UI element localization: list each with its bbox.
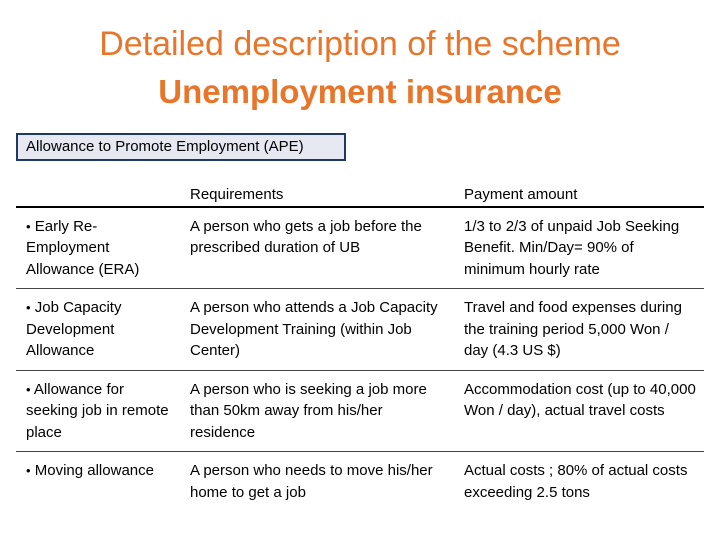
payment-cell: Actual costs ; 80% of actual costs exceeding 2.5 tons bbox=[464, 462, 688, 501]
slide-title: Detailed description of the scheme bbox=[99, 25, 621, 63]
table-row bbox=[16, 207, 704, 289]
payment-cell: Travel and food expenses during the training period 5,000 Won / day (4.3 US $) bbox=[464, 299, 682, 359]
table-row bbox=[16, 289, 704, 371]
header-requirements: Requirements bbox=[190, 186, 284, 203]
table-row bbox=[16, 370, 704, 452]
allowance-name-cell bbox=[16, 370, 182, 452]
allowance-name: Early Re-Employment Allowance (ERA) bbox=[26, 217, 140, 278]
allowance-table bbox=[16, 176, 704, 511]
payment-cell: Accommodation cost (up to 40,000 Won / day), actual travel costs bbox=[464, 380, 696, 419]
bullet-icon: • bbox=[26, 463, 31, 478]
table-row bbox=[16, 452, 704, 512]
header-payment-amount: Payment amount bbox=[464, 186, 578, 203]
bullet-icon: • bbox=[26, 381, 31, 397]
allowance-name: Job Capacity Development Allowance bbox=[26, 299, 122, 359]
bullet-icon: • bbox=[26, 218, 31, 234]
payment-cell: 1/3 to 2/3 of unpaid Job Seeking Benefit. Min/Day= 90% of minimum hourly rate bbox=[464, 217, 680, 278]
requirement-cell: A person who gets a job before the prescribed duration of UB bbox=[190, 217, 422, 256]
slide-subtitle: Unemployment insurance bbox=[158, 73, 562, 110]
table-header-row bbox=[16, 176, 704, 207]
section-label-box: Allowance to Promote Employment (APE) bbox=[16, 133, 346, 161]
requirement-cell: A person who is seeking a job more than 50km away from his/her residence bbox=[190, 380, 427, 441]
allowance-name-cell bbox=[16, 207, 182, 289]
allowance-name: Moving allowance bbox=[34, 462, 154, 479]
requirement-cell: A person who needs to move his/her home to get a job bbox=[190, 462, 433, 501]
bullet-icon: • bbox=[26, 300, 31, 315]
allowance-name-cell bbox=[16, 289, 182, 371]
allowance-name: Allowance for seeking job in remote place bbox=[26, 380, 169, 441]
allowance-name-cell bbox=[16, 452, 182, 512]
header-empty bbox=[16, 176, 182, 207]
requirement-cell: A person who attends a Job Capacity Development Training (within Job Center) bbox=[190, 299, 438, 359]
